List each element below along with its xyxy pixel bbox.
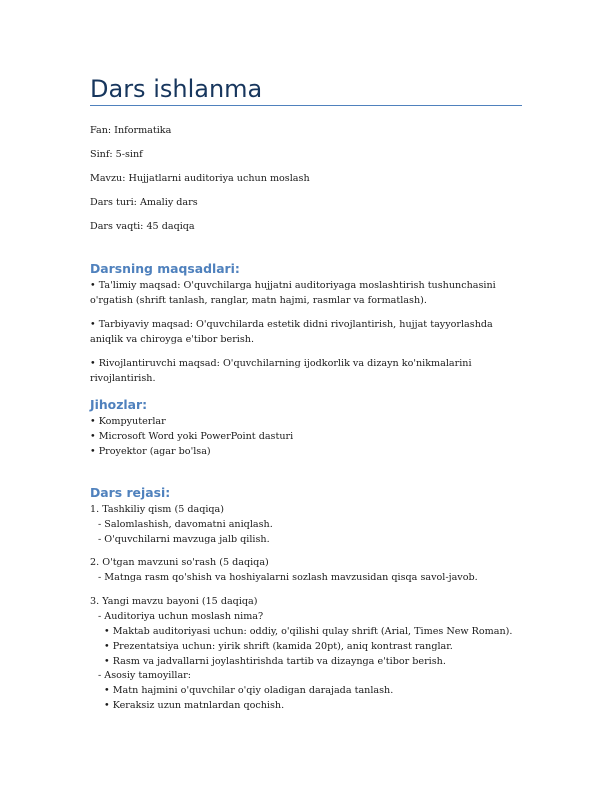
equipment-heading: Jihozlar: (90, 397, 148, 412)
title-underline (90, 105, 522, 106)
equipment-item: • Microsoft Word yoki PowerPoint dasturi (90, 431, 294, 442)
plan-substep: - Auditoriya uchun moslash nima? (98, 611, 264, 622)
equipment-item: • Kompyuterlar (90, 416, 166, 427)
plan-step: 1. Tashkiliy qism (5 daqiqa) (90, 504, 225, 515)
goal-educational: • Ta'limiy maqsad: O'quvchilarga hujjatni auditoriyaga moslashtirish tushunchasini o'rgatish (shrift tanlash, ranglar, matn hajmi, rasmlar va formatlash). (90, 280, 496, 306)
plan-heading: Dars rejasi: (90, 485, 171, 500)
goal-developmental: • Rivojlantiruvchi maqsad: O'quvchilarning ijodkorlik va dizayn ko'nikmalarini rivojlantirish. (90, 358, 472, 384)
meta-subject: Fan: Informatika (90, 125, 172, 136)
meta-lesson-type: Dars turi: Amaliy dars (90, 197, 198, 208)
plan-substep: - Asosiy tamoyillar: (98, 670, 191, 681)
plan-substep: - Matnga rasm qo'shish va hoshiyalarni sozlash mavzusidan qisqa savol-javob. (98, 572, 478, 583)
plan-bullet: • Prezentatsiya uchun: yirik shrift (kamida 20pt), aniq kontrast ranglar. (104, 641, 453, 652)
meta-duration: Dars vaqti: 45 daqiqa (90, 221, 195, 232)
goal-upbringing: • Tarbiyaviy maqsad: O'quvchilarda estetik didni rivojlantirish, hujjat tayyorlashda aniqlik va chiroyga e'tibor berish. (90, 319, 493, 345)
plan-step: 2. O'tgan mavzuni so'rash (5 daqiqa) (90, 557, 269, 568)
plan-step: 3. Yangi mavzu bayoni (15 daqiqa) (90, 596, 258, 607)
goals-heading: Darsning maqsadlari: (90, 261, 240, 276)
plan-bullet: • Maktab auditoriyasi uchun: oddiy, o'qilishi qulay shrift (Arial, Times New Roman). (104, 626, 513, 637)
plan-substep: - O'quvchilarni mavzuga jalb qilish. (98, 534, 270, 545)
equipment-item: • Proyektor (agar bo'lsa) (90, 446, 211, 457)
plan-bullet: • Keraksiz uzun matnlardan qochish. (104, 700, 285, 711)
document-title: Dars ishlanma (90, 75, 263, 103)
plan-substep: - Salomlashish, davomatni aniqlash. (98, 519, 273, 530)
meta-topic: Mavzu: Hujjatlarni auditoriya uchun moslash (90, 173, 310, 184)
meta-grade: Sinf: 5-sinf (90, 149, 143, 160)
plan-bullet: • Rasm va jadvallarni joylashtirishda tartib va dizaynga e'tibor berish. (104, 656, 446, 667)
plan-bullet: • Matn hajmini o'quvchilar o'qiy oladigan darajada tanlash. (104, 685, 394, 696)
